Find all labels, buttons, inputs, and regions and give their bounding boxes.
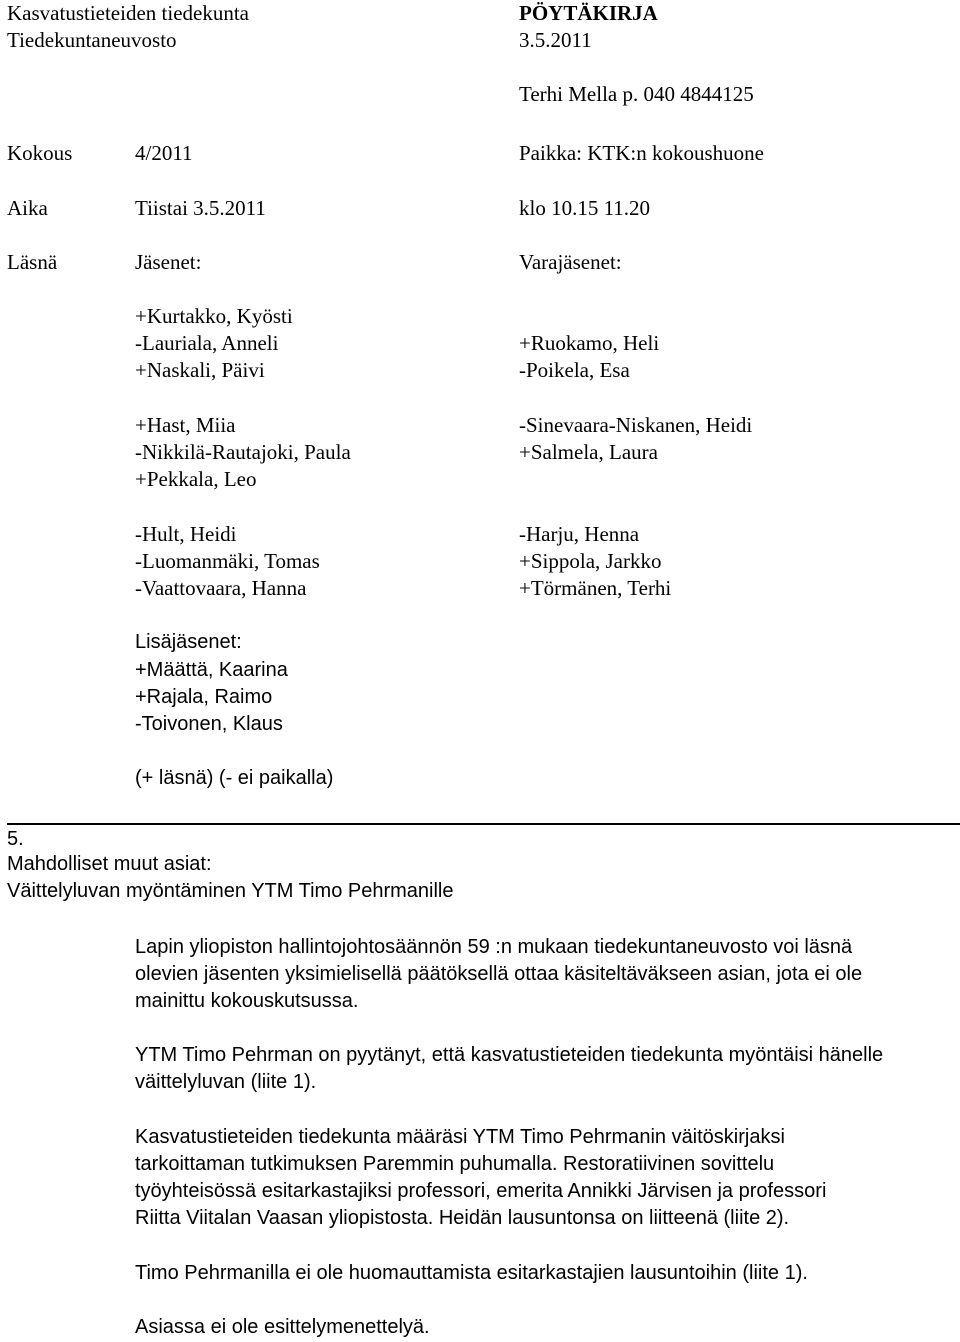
section-divider xyxy=(7,823,960,825)
kokous-value: 4/2011 xyxy=(135,141,193,165)
member-item: +Kurtakko, Kyösti xyxy=(135,304,293,328)
member-item: -Vaattovaara, Hanna xyxy=(135,576,307,600)
member-item: +Hast, Miia xyxy=(135,413,236,437)
paragraph-line: mainittu kokouskutsussa. xyxy=(135,990,359,1012)
body-paragraph xyxy=(135,1042,955,1096)
paragraph-line: Timo Pehrmanilla ei ole huomauttamista esitarkastajien lausuntoihin (liite 1). xyxy=(135,1262,808,1284)
member-item: -Nikkilä-Rautajoki, Paula xyxy=(135,440,351,464)
member-item: +Naskali, Päivi xyxy=(135,358,265,382)
aika-label: Aika xyxy=(7,196,48,220)
secretary-contact: Terhi Mella p. 040 4844125 xyxy=(519,82,754,106)
paragraph-line: olevien jäsenten yksimielisellä päätöksellä ottaa käsiteltäväkseen asian, jota ei ole xyxy=(135,963,863,985)
additional-members-heading: Lisäjäsenet: xyxy=(135,631,242,653)
paragraph-line: tarkoittaman tutkimuksen Paremmin puhumalla. Restoratiivinen sovittelu xyxy=(135,1153,775,1175)
additional-member-item: +Rajala, Raimo xyxy=(135,686,273,708)
member-item: -Hult, Heidi xyxy=(135,522,237,546)
member-item: -Lauriala, Anneli xyxy=(135,331,279,355)
members-heading: Jäsenet: xyxy=(135,250,202,274)
body-paragraph xyxy=(135,1260,955,1287)
attendance-legend: (+ läsnä) (- ei paikalla) xyxy=(135,767,334,789)
item-title: Väittelyluvan myöntäminen YTM Timo Pehrmanille xyxy=(7,880,454,902)
deputy-item: +Ruokamo, Heli xyxy=(519,331,660,355)
paragraph-line: Kasvatustieteiden tiedekunta määräsi YTM Timo Pehrmanin väitöskirjaksi xyxy=(135,1126,785,1148)
body-paragraph xyxy=(135,1124,955,1232)
paragraph-line: työyhteisössä esitarkastajiksi professori, emerita Annikki Järvisen ja professori xyxy=(135,1180,827,1202)
deputy-item: -Harju, Henna xyxy=(519,522,640,546)
item-number: 5. xyxy=(7,828,24,850)
deputy-item: +Sippola, Jarkko xyxy=(519,549,662,573)
paragraph-line: YTM Timo Pehrman on pyytänyt, että kasvatustieteiden tiedekunta myöntäisi hänelle xyxy=(135,1044,884,1066)
member-item: +Pekkala, Leo xyxy=(135,467,257,491)
deputy-item: +Törmänen, Terhi xyxy=(519,576,672,600)
faculty-name: Kasvatustieteiden tiedekunta xyxy=(7,1,250,25)
member-item: -Luomanmäki, Tomas xyxy=(135,549,320,573)
item-heading: Mahdolliset muut asiat: xyxy=(7,853,212,875)
aika-value: Tiistai 3.5.2011 xyxy=(135,196,266,220)
body-paragraph xyxy=(135,1314,955,1341)
deputy-item: +Salmela, Laura xyxy=(519,440,658,464)
paragraph-line: väittelyluvan (liite 1). xyxy=(135,1071,317,1093)
lasna-label: Läsnä xyxy=(7,250,58,274)
document-date: 3.5.2011 xyxy=(519,28,592,52)
paragraph-line: Asiassa ei ole esittelymenettelyä. xyxy=(135,1316,430,1338)
paragraph-line: Lapin yliopiston hallintojohtosäännön 59 :n mukaan tiedekuntaneuvosto voi läsnä xyxy=(135,936,853,958)
kokous-label: Kokous xyxy=(7,141,73,165)
deputy-item: -Poikela, Esa xyxy=(519,358,630,382)
additional-member-item: -Toivonen, Klaus xyxy=(135,713,283,735)
deputies-heading: Varajäsenet: xyxy=(519,250,622,274)
document-type: PÖYTÄKIRJA xyxy=(519,1,658,25)
meeting-place: Paikka: KTK:n kokoushuone xyxy=(519,141,764,165)
deputy-item: -Sinevaara-Niskanen, Heidi xyxy=(519,413,753,437)
additional-member-item: +Määttä, Kaarina xyxy=(135,659,288,681)
body-paragraph xyxy=(135,934,955,1015)
meeting-time: klo 10.15 11.20 xyxy=(519,196,651,220)
paragraph-line: Riitta Viitalan Vaasan yliopistosta. Heidän lausuntonsa on liitteenä (liite 2). xyxy=(135,1207,790,1229)
body-name: Tiedekuntaneuvosto xyxy=(7,28,177,52)
